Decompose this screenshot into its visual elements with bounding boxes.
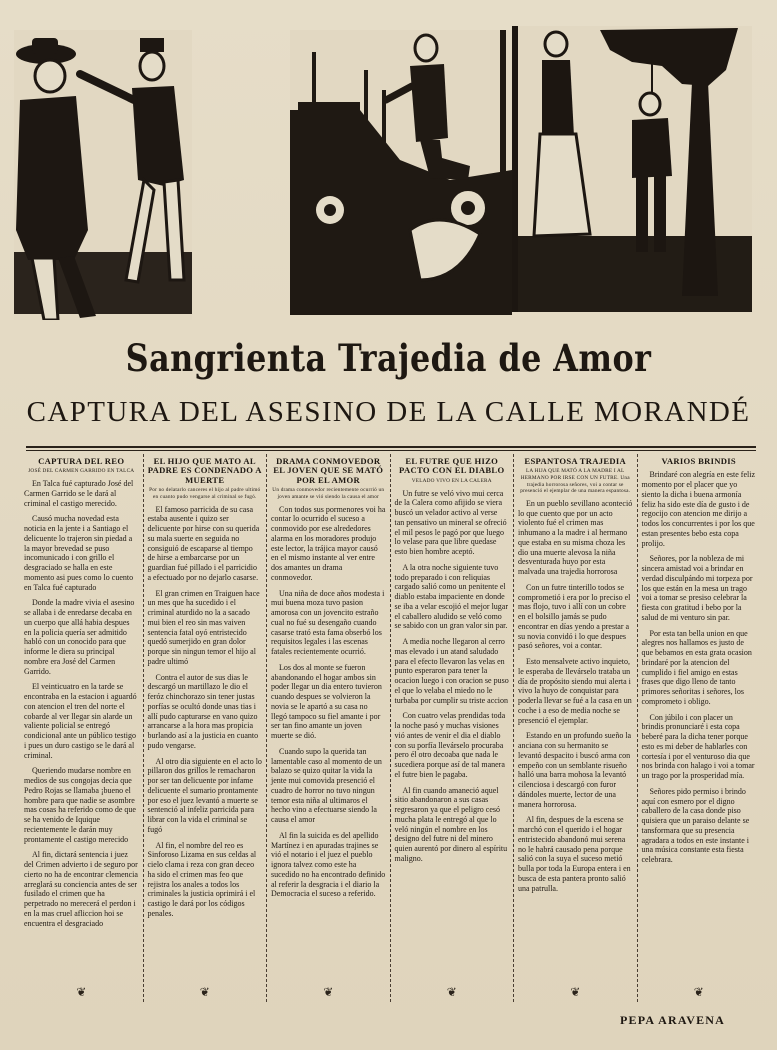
stanza: En Talca fué capturado José del Carmen Garrido se le dará al criminal el castigo merecido. — [24, 479, 134, 508]
woodcut-hanging — [512, 26, 752, 312]
column-subheading: Por no delatarlo canceres el hijo al padre ultimó en cuanto pudo vengarse al criminal se fugó. — [149, 487, 261, 500]
stanza: Al otro dia siguiente en el acto lo pillaron dos grillos le remacharon por ser tan delicuente por infame delicuente el sumario prontamente por eso el juez levantó a muerte se sentenció al infeliz parricida para librar con la vida el criminal se fugó — [147, 756, 262, 834]
column-subheading: VELADO VIVO EN LA CALERA — [411, 477, 492, 484]
column-subheading: Un drama conmovedor recientemente ocurrió un joven amante se vió siendo la causa el amor — [272, 487, 385, 500]
stanza: Señores pido permiso i brindo aquí con esmero por el digno caballero de la casa donde piso quisiera que un paraiso delante se tansformara que su presencia agradara a todos en este instante i una música constante esta fiesta celebrara. — [641, 786, 750, 865]
stanza: Al fin, dictará sentencia i juez del Crimen advierto i de seguro por cierto no ha de encontrar clemencia arreglará su conciencia antes de ser fusilado el crimen que ha perpetrado no merecerá el perdon i en la mas cruel afliccion hoi se encuentra el desgraciado — [24, 850, 138, 928]
stanza: Una niña de doce años modesta i mui buena moza tuvo pasion amorosa con un jovencito estraño cual no fué su desengaño cuando casarse trató esta fama obserbó los requisitos legales i las escenas fatales recientemente ocurrió. — [271, 588, 385, 657]
stanza: Contra el autor de sus dias le descargó un martillazo le dio el feróz chinchorazo sin tener justas porfías se ocultó donde unas tias i allí pudo capturarse en vano quizo arrancarse a la hora mas propicia burlando así a la justicia en cuanto pudo vengarse. — [147, 672, 259, 750]
stanza: Con un futre tinterillo todos se comprometió i era por lo preciso el mas flojo, tuvo i allí con un cobre en el bolsillo jamás se pudo encontrar en días yendo a prestar a su novia convidó i lo que despues pasó señores, voi a contar. — [518, 582, 631, 651]
stanza: Esto mensalvete activo inquieto, le esperaba de llevárselo trataba un día de propósito siendo mui alerta i vivo la huyo de conquistar para poderla llevar se fué a la casa en un coche i a eso de media noche se presenció el ejemplar. — [518, 657, 632, 725]
page-subtitle: CAPTURA DEL ASESINO DE LA CALLE MORANDÉ — [26, 396, 751, 428]
stanza: El gran crimen en Traiguen hace un mes que ha sucedido i el criminal aturdido no la a sacado mui bien el reo sin mas vaiven sentencia fatal oyó entristecido quedó sumerjido en gran dolor porque sin ningun temor el hijo al padre ultimó — [147, 588, 260, 666]
column-heading: EL FUTRE QUE HIZO PACTO CON EL DIABLO — [399, 456, 505, 476]
stanza: Con todos sus pormenores voi ha contar lo ocurrido el suceso a conmovido por ese alrededores alarma en los moradores produjo este lector, la trájica mayor causó en el mismo instante al ver entre dos amantes un drama conmovedor. — [271, 504, 386, 582]
column-heading: DRAMA CONMOVEDOR EL JOVEN QUE SE MATÓ POR EL AMOR — [273, 456, 384, 485]
fleuron-icon: ❦ — [323, 985, 334, 999]
stanza: Los dos al monte se fueron abandonando el hogar ambos sin poder llegar un dia entero tuvieron cuando despues se volvieron la novia se le apartó a su casa no llegó tampoco su fiel amante i por ser tan fino amante un joven muerte se dió. — [271, 662, 382, 741]
column-body — [518, 499, 633, 894]
verse-column — [638, 454, 761, 1002]
author-signature: PEPA ARAVENA — [620, 1013, 725, 1027]
verse-column — [144, 454, 268, 1002]
stanza: Al fin, el nombre del reo es Sinforoso Lizama en sus celdas al cielo clama i reza con gran deceo ha sido el crimen mas feo que rejistra los anales a todos los criminales la justicia oprimirá i el castigo le dará por los códigos penales. — [147, 840, 257, 918]
column-heading: VARIOS BRINDIS — [661, 456, 736, 466]
stanza: Al fin cuando amaneció aquel sitio abandonaron a sus casas regresaron ya que el peligro cesó mucha plata le entregó al que lo veló ningún el nombre en los designo del futre ni del minero quien aurentó por dinero al espíritu maligno. — [394, 785, 508, 863]
stanza: A media noche llegaron al cerro mas elevado i un atand saludado para el efecto llevaron las velas en punto esperaron para tener la ocacion luego i con oracion se puso el que lo velaba el miedo no le turbaba por cumplir su triste accion — [394, 637, 509, 705]
stanza: Un futre se veló vivo mui cerca de la Calera como afijido se viera buscó un velador activo al verse tan pensativo un mineral se ofreció el mil pesos le pagó por que luego lo velase para que libre quedase esto bien hombre aceptó. — [394, 488, 507, 557]
verse-column — [514, 454, 638, 1002]
stanza: El veinticuatro en la tarde se encontraba en la estacion i aguardó con atencion el tren del norte el cobarde al ver llegar sin alarde un valiente policial se entregó condicional ante un público testigo i pues un duro castigo se le dará al criminal. — [24, 682, 137, 760]
column-body — [395, 489, 510, 864]
column-heading: ESPANTOSA TRAJEDIA — [524, 456, 627, 466]
stanza: Cuando supo la querida tan lamentable caso al momento de un balazo se quizo quitar la vida la jente mui comovida presenció el cuadro de horror no tuvo ningun temor esta niña al ultimaros el hecho vino a efectuarse siendo la causa el amor — [271, 746, 382, 825]
stanza: Señores, por la nobleza de mi sincera amistad voi a brindar en verdad disculpándo mi torpeza por los que están en la mesa un trago voi a tomar se presiso celebrar la fiesta con gratitud i bebo por la salud de mi venturo sin par. — [641, 554, 753, 622]
stanza: Donde la madre vivia el asesino se allaba i de enredarse decaba en un cuerpo que allá habia despues en la policia quería ser admitido habló con un conocido para que informe le diera su principal nombre era José del Carmen Garrido. — [24, 598, 135, 676]
fleuron-icon: ❦ — [693, 985, 704, 999]
divider-rule-thin — [26, 450, 756, 451]
divider-rule — [26, 446, 756, 448]
fleuron-icon: ❦ — [199, 985, 210, 999]
stanza: Al fin la suicida es del apellido Martínez i en apuradas trajines se vió el notario i el juez el pueblo ignora talvez como este ha sucedido no ha encontrado definido al referir la desgracia i el diario la Democracia el suceso a referido. — [271, 830, 386, 899]
woodcut-altar — [290, 30, 512, 315]
column-body — [24, 479, 139, 928]
stanza: En un pueblo sevillano aconteció lo que cuento que por un acto violento fué el crimen mas inhumano a la madre i al hermano que estaba en su misma choza les dio una muerte alevosa la niña desventurada huyo por esta malvada una trajedia horrorosa — [518, 498, 633, 577]
column-heading: CAPTURA DEL REO — [38, 456, 125, 466]
column-body — [642, 470, 757, 865]
stanza: Causó mucha novedad esta noticia en la jente i a Santiago el delicuente lo trajeron sin piedad a la mayor brevedad se puso incomunicado i con grillo el desgraciado se halla en este momento asi pues como lo cuento en Talca fué capturado — [24, 514, 134, 592]
verse-column — [267, 454, 391, 1002]
stanza: Brindaré con alegría en este feliz momento por el placer que yo siento la dicha i buena armonía feliz ha sido este día de gusto i de regocijo con atencion me dirijo a todos los concurrentes i por los que estan presentes bebo esta copa prolijo. — [641, 470, 755, 548]
fleuron-icon: ❦ — [446, 985, 457, 999]
fleuron-icon: ❦ — [76, 985, 87, 999]
verse-column — [20, 454, 144, 1002]
woodcut-arrest — [14, 30, 192, 320]
stanza: A la otra noche siguiente tuvo todo preparado i con reliquias cargado salió como un penitente el diablo estaba impaciente en donde se iba a velar escojió el mejor lugar el caballero aludido se veló como se sabido con un gran valor sin par. — [394, 562, 509, 631]
fleuron-icon: ❦ — [570, 985, 581, 999]
column-body — [271, 505, 386, 900]
column-body — [148, 505, 263, 919]
stanza: Con júbilo i con placer un brindis pronunciaré i esta copa beberé para la dicha tener porque esto es mi deber de hablarles con cortesía i por el venturoso dia que nos brinda con halago i voi a tomar un trago por la prosperidad mía. — [641, 712, 755, 781]
column-subheading: JOSÉ DEL CARMEN GARRIDO EN TALCA — [28, 468, 135, 475]
stanza: Por esta tan bella union en que alegres nos hallamos es justo de que bebamos en esta grata ocasion brindaré por la atencion del cumplido i fiel amigo en estas frases que digo lleno de tanto primores señoritas i señores, los comprometo i obligo. — [641, 628, 752, 706]
stanza: Queriendo mudarse nombre en medios de sus congojas decia que Pedro Rojas se llamaba ¡bueno el hombre para que nadie se asombre mas cosas ha referido como de que se ha venido de Iquique recientemente le darán muy prontamente el castigo merecido — [24, 766, 136, 844]
column-heading: EL HIJO QUE MATO AL PADRE ES CONDENADO A MUERTE — [147, 456, 262, 485]
stanza: Al fin, despues de la escena se marchó con el querido i el hogar entristecido abandonó mui serena no le habrá causado pena porque salió con la suya el suceso metió bulla por toda la Europa entera i en busca de esta pantera pronto salió una patrulla. — [518, 815, 631, 893]
stanza: El famoso parricida de su casa estaba ausente i quizo ser delicuente por hirse con su querida su mala suerte en seguida no consiguió de escaparse al tiempo de hirse a embarcarse por un guardian fué pillado i el parricidio a efectuado por no dejarlo casarse. — [147, 504, 260, 582]
verse-columns — [20, 454, 760, 1002]
verse-column — [391, 454, 515, 1002]
page-title: Sangrienta Trajedia de Amor — [125, 336, 652, 380]
column-subheading: LA HIJA QUE MATÓ A LA MADRE I AL HERMANO POR IRSE CON UN FUTRE. Una trajedia horrorosa señores, voi a contar se presenció el ejemplar de una manera espantosa. — [520, 468, 631, 495]
stanza: Estando en un profundo sueño la anciana con su hermanito se levantó despacito i buscó arma con empeño con un semblante risueño halló una barra mohosa la levantó cilenciosa i descargó con furor dándoles muerte, lector de una manera horrorosa. — [518, 731, 632, 809]
stanza: Con cuatro velas prendidas toda la noche pasó y muchas visiones vió antes de venir el dia el diablo con su porfía llevárselo procuraba pero él otro decoaba que nada le sucediera porque así de tal manera el futre bien le pagaba. — [394, 711, 506, 779]
